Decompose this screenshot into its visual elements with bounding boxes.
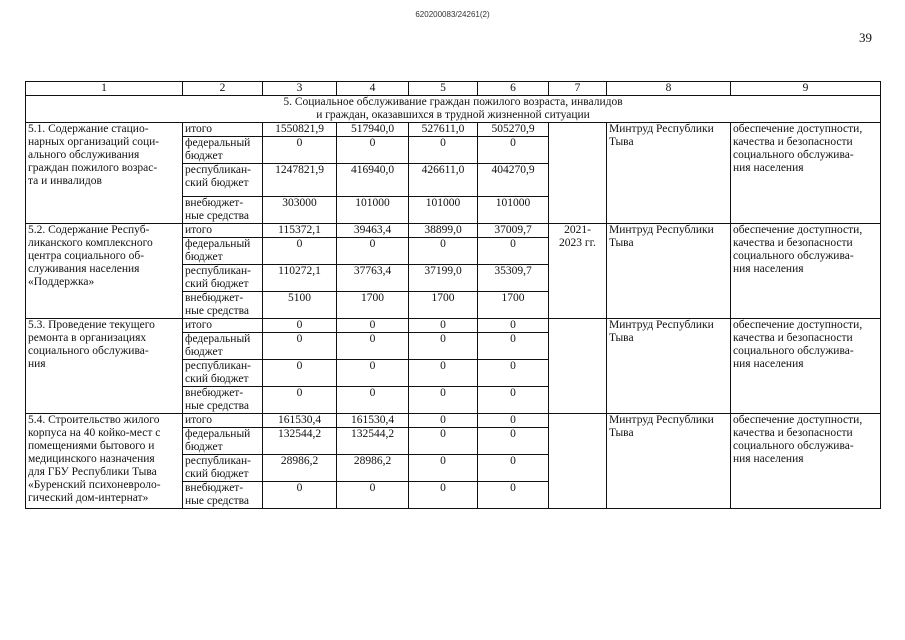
section-title-line-2: и граждан, оказавшихся в трудной жизненной ситуации bbox=[316, 109, 590, 121]
amount-cell: 0 bbox=[337, 333, 409, 360]
responsible-executor-line: Тыва bbox=[609, 332, 634, 344]
funding-source bbox=[183, 224, 263, 238]
amount-cell: 0 bbox=[263, 333, 337, 360]
amount-cell: 161530,4 bbox=[337, 414, 409, 428]
amount-cell: 0 bbox=[263, 319, 337, 333]
period-cell bbox=[549, 224, 607, 319]
activity-name-line: «Поддержка» bbox=[28, 276, 95, 288]
expected-result-line: ния населения bbox=[733, 263, 804, 275]
col-header-1: 1 bbox=[26, 82, 183, 96]
activity-name-line: 5.1. Содержание стацио- bbox=[28, 123, 149, 135]
amount-cell: 0 bbox=[337, 482, 409, 509]
amount-cell: 101000 bbox=[337, 197, 409, 224]
responsible-executor-line: Минтруд Республики bbox=[609, 414, 714, 426]
funding-source-line: ные средства bbox=[185, 495, 250, 507]
amount-cell: 0 bbox=[478, 333, 549, 360]
expected-result-line: социального обслужива- bbox=[733, 250, 854, 262]
col-header-8: 8 bbox=[607, 82, 731, 96]
amount-cell: 0 bbox=[409, 238, 478, 265]
responsible-executor-line: Минтруд Республики bbox=[609, 123, 714, 135]
column-number-row bbox=[26, 82, 881, 96]
amount-cell: 0 bbox=[409, 360, 478, 387]
responsible-executor-line: Тыва bbox=[609, 427, 634, 439]
funding-source-line: бюджет bbox=[185, 251, 223, 263]
expected-result-line: качества и безопасности bbox=[733, 136, 853, 148]
expected-result-line: обеспечение доступности, bbox=[733, 123, 863, 135]
funding-source-line: ский бюджет bbox=[185, 177, 249, 189]
expected-result bbox=[731, 224, 881, 319]
funding-source-line: внебюджет- bbox=[185, 387, 244, 399]
amount-cell: 5100 bbox=[263, 292, 337, 319]
amount-cell: 0 bbox=[409, 428, 478, 455]
amount-cell: 0 bbox=[478, 137, 549, 164]
expected-result-line: качества и безопасности bbox=[733, 427, 853, 439]
amount-cell: 0 bbox=[409, 414, 478, 428]
responsible-executor-line: Тыва bbox=[609, 237, 634, 249]
col-header-2: 2 bbox=[183, 82, 263, 96]
amount-cell: 0 bbox=[263, 482, 337, 509]
activity-name-line: для ГБУ Республики Тыва bbox=[28, 466, 157, 478]
expected-result-line: ния населения bbox=[733, 358, 804, 370]
responsible-executor bbox=[607, 319, 731, 414]
expected-result-line: обеспечение доступности, bbox=[733, 319, 863, 331]
amount-cell: 517940,0 bbox=[337, 123, 409, 137]
program-table bbox=[25, 81, 881, 509]
amount-cell: 527611,0 bbox=[409, 123, 478, 137]
period-cell bbox=[549, 123, 607, 224]
funding-source bbox=[183, 319, 263, 333]
amount-cell: 303000 bbox=[263, 197, 337, 224]
responsible-executor-line: Минтруд Республики bbox=[609, 224, 714, 236]
funding-source-line: федеральный bbox=[185, 428, 251, 440]
amount-cell: 1247821,9 bbox=[263, 164, 337, 197]
amount-cell: 0 bbox=[478, 238, 549, 265]
funding-source bbox=[183, 387, 263, 414]
amount-cell: 1700 bbox=[337, 292, 409, 319]
amount-cell: 505270,9 bbox=[478, 123, 549, 137]
document-id: 620200083/24261(2) bbox=[415, 10, 490, 19]
amount-cell: 0 bbox=[337, 387, 409, 414]
funding-source bbox=[183, 137, 263, 164]
activity-name bbox=[26, 123, 183, 224]
period-line: 2023 гг. bbox=[559, 237, 596, 249]
amount-cell: 0 bbox=[263, 137, 337, 164]
funding-source-line: ский бюджет bbox=[185, 278, 249, 290]
funding-source bbox=[183, 414, 263, 428]
amount-cell: 37009,7 bbox=[478, 224, 549, 238]
expected-result-line: социального обслужива- bbox=[733, 440, 854, 452]
expected-result bbox=[731, 414, 881, 509]
amount-cell: 0 bbox=[337, 360, 409, 387]
col-header-4: 4 bbox=[337, 82, 409, 96]
activity-name-line: ликанского комплексного bbox=[28, 237, 153, 249]
amount-cell: 0 bbox=[409, 333, 478, 360]
funding-source-line: итого bbox=[185, 319, 212, 331]
section-title-line-1: 5. Социальное обслуживание граждан пожилого возраста, инвалидов bbox=[283, 96, 623, 108]
funding-source bbox=[183, 238, 263, 265]
page-number: 39 bbox=[859, 30, 872, 45]
funding-source-line: республикан- bbox=[185, 360, 251, 372]
funding-source bbox=[183, 333, 263, 360]
activity-name-line: 5.3. Проведение текущего bbox=[28, 319, 155, 331]
funding-source-line: ский бюджет bbox=[185, 373, 249, 385]
amount-cell: 110272,1 bbox=[263, 265, 337, 292]
funding-source-line: внебюджет- bbox=[185, 292, 244, 304]
section-title bbox=[26, 96, 881, 123]
amount-cell: 115372,1 bbox=[263, 224, 337, 238]
amount-cell: 132544,2 bbox=[263, 428, 337, 455]
expected-result bbox=[731, 319, 881, 414]
activity-name-line: медицинского назначения bbox=[28, 453, 155, 465]
amount-cell: 0 bbox=[478, 387, 549, 414]
expected-result bbox=[731, 123, 881, 224]
amount-cell: 0 bbox=[478, 482, 549, 509]
responsible-executor-line: Минтруд Республики bbox=[609, 319, 714, 331]
funding-source-line: ные средства bbox=[185, 400, 250, 412]
amount-cell: 35309,7 bbox=[478, 265, 549, 292]
expected-result-line: ния населения bbox=[733, 162, 804, 174]
amount-cell: 0 bbox=[478, 319, 549, 333]
table-row bbox=[26, 123, 881, 137]
amount-cell: 1700 bbox=[409, 292, 478, 319]
expected-result-line: обеспечение доступности, bbox=[733, 224, 863, 236]
amount-cell: 0 bbox=[478, 360, 549, 387]
funding-source-line: ные средства bbox=[185, 210, 250, 222]
funding-source-line: итого bbox=[185, 414, 212, 426]
amount-cell: 101000 bbox=[409, 197, 478, 224]
funding-source bbox=[183, 428, 263, 455]
amount-cell: 0 bbox=[337, 238, 409, 265]
activity-name bbox=[26, 414, 183, 509]
funding-source-line: ные средства bbox=[185, 305, 250, 317]
amount-cell: 0 bbox=[409, 387, 478, 414]
activity-name-line: центра социального об- bbox=[28, 250, 145, 262]
funding-source-line: федеральный bbox=[185, 238, 251, 250]
activity-name-line: граждан пожилого возрас- bbox=[28, 162, 158, 174]
expected-result-line: качества и безопасности bbox=[733, 332, 853, 344]
amount-cell: 38899,0 bbox=[409, 224, 478, 238]
responsible-executor bbox=[607, 224, 731, 319]
amount-cell: 28986,2 bbox=[337, 455, 409, 482]
table-row bbox=[26, 414, 881, 428]
amount-cell: 101000 bbox=[478, 197, 549, 224]
responsible-executor bbox=[607, 414, 731, 509]
responsible-executor-line: Тыва bbox=[609, 136, 634, 148]
funding-source-line: бюджет bbox=[185, 441, 223, 453]
activity-name-line: ального обслуживания bbox=[28, 149, 140, 161]
table-row bbox=[26, 319, 881, 333]
activity-name-line: 5.4. Строительство жилого bbox=[28, 414, 160, 426]
amount-cell: 39463,4 bbox=[337, 224, 409, 238]
col-header-7: 7 bbox=[549, 82, 607, 96]
amount-cell: 1550821,9 bbox=[263, 123, 337, 137]
funding-source-line: республикан- bbox=[185, 455, 251, 467]
funding-source-line: бюджет bbox=[185, 150, 223, 162]
activity-name-line: ремонта в организациях bbox=[28, 332, 147, 344]
funding-source-line: республикан- bbox=[185, 164, 251, 176]
activity-name-line: помещениями бытового и bbox=[28, 440, 155, 452]
funding-source bbox=[183, 197, 263, 224]
funding-source bbox=[183, 292, 263, 319]
expected-result-line: качества и безопасности bbox=[733, 237, 853, 249]
amount-cell: 37763,4 bbox=[337, 265, 409, 292]
funding-source-line: республикан- bbox=[185, 265, 251, 277]
period-line: 2021- bbox=[564, 224, 591, 236]
expected-result-line: социального обслужива- bbox=[733, 149, 854, 161]
funding-source bbox=[183, 455, 263, 482]
col-header-5: 5 bbox=[409, 82, 478, 96]
amount-cell: 28986,2 bbox=[263, 455, 337, 482]
amount-cell: 0 bbox=[337, 319, 409, 333]
col-header-6: 6 bbox=[478, 82, 549, 96]
funding-source-line: федеральный bbox=[185, 333, 251, 345]
funding-source-line: внебюджет- bbox=[185, 482, 244, 494]
col-header-9: 9 bbox=[731, 82, 881, 96]
expected-result-line: обеспечение доступности, bbox=[733, 414, 863, 426]
amount-cell: 426611,0 bbox=[409, 164, 478, 197]
activity-name-line: та и инвалидов bbox=[28, 175, 102, 187]
expected-result-line: социального обслужива- bbox=[733, 345, 854, 357]
activity-name bbox=[26, 319, 183, 414]
amount-cell: 0 bbox=[263, 387, 337, 414]
funding-source-line: внебюджет- bbox=[185, 197, 244, 209]
activity-name-line: гический дом-интернат» bbox=[28, 492, 149, 504]
amount-cell: 404270,9 bbox=[478, 164, 549, 197]
activity-name-line: ния bbox=[28, 358, 46, 370]
funding-source-line: федеральный bbox=[185, 137, 251, 149]
funding-source bbox=[183, 164, 263, 197]
amount-cell: 161530,4 bbox=[263, 414, 337, 428]
amount-cell: 0 bbox=[478, 455, 549, 482]
funding-source bbox=[183, 123, 263, 137]
amount-cell: 0 bbox=[409, 455, 478, 482]
responsible-executor bbox=[607, 123, 731, 224]
amount-cell: 0 bbox=[478, 414, 549, 428]
activity-name-line: социального обслужива- bbox=[28, 345, 149, 357]
table-row bbox=[26, 224, 881, 238]
activity-name-line: 5.2. Содержание Респуб- bbox=[28, 224, 150, 236]
amount-cell: 37199,0 bbox=[409, 265, 478, 292]
activity-name-line: корпуса на 40 койко-мест с bbox=[28, 427, 161, 439]
funding-source bbox=[183, 360, 263, 387]
activity-name-line: «Буренский психоневроло- bbox=[28, 479, 161, 491]
funding-source-line: ский бюджет bbox=[185, 468, 249, 480]
amount-cell: 0 bbox=[263, 360, 337, 387]
amount-cell: 0 bbox=[263, 238, 337, 265]
funding-source bbox=[183, 265, 263, 292]
amount-cell: 0 bbox=[337, 137, 409, 164]
section-title-row bbox=[26, 96, 881, 123]
col-header-3: 3 bbox=[263, 82, 337, 96]
amount-cell: 1700 bbox=[478, 292, 549, 319]
amount-cell: 0 bbox=[409, 482, 478, 509]
activity-name-line: нарных организаций соци- bbox=[28, 136, 160, 148]
funding-source-line: итого bbox=[185, 123, 212, 135]
period-cell bbox=[549, 414, 607, 509]
funding-source-line: бюджет bbox=[185, 346, 223, 358]
expected-result-line: ния населения bbox=[733, 453, 804, 465]
amount-cell: 0 bbox=[409, 319, 478, 333]
activity-name-line: служивания населения bbox=[28, 263, 140, 275]
funding-source bbox=[183, 482, 263, 509]
amount-cell: 416940,0 bbox=[337, 164, 409, 197]
amount-cell: 0 bbox=[409, 137, 478, 164]
period-cell bbox=[549, 319, 607, 414]
activity-name bbox=[26, 224, 183, 319]
amount-cell: 0 bbox=[478, 428, 549, 455]
amount-cell: 132544,2 bbox=[337, 428, 409, 455]
funding-source-line: итого bbox=[185, 224, 212, 236]
